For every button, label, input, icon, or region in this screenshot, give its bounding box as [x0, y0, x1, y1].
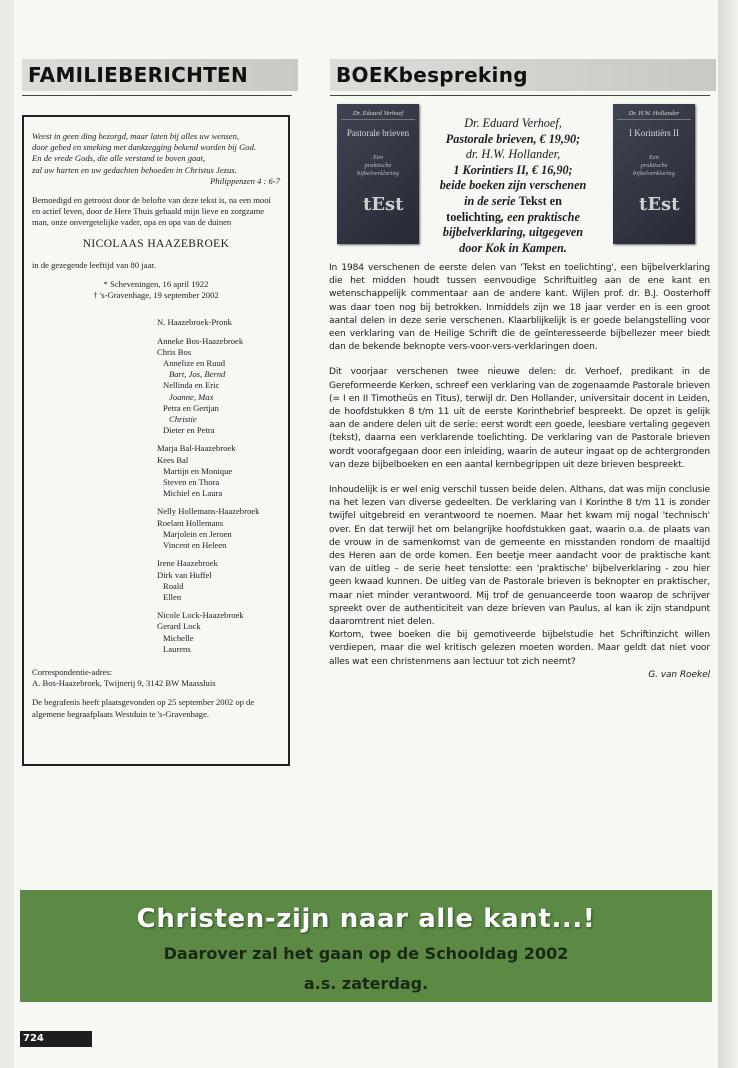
grandchild: Marjolein en Jeroen — [163, 528, 232, 539]
book-title: Pastorale brieven — [346, 128, 410, 138]
boekbespreking-heading: BOEKbespreking — [330, 59, 716, 91]
family-member: Dirk van Huffel — [157, 569, 212, 580]
family-group — [157, 506, 280, 551]
family-member: Nicole Lock-Haazebroek — [157, 610, 244, 621]
book-author: Dr. Eduard Verhoef — [341, 110, 415, 120]
book-info: Dr. Eduard Verhoef, Pastorale brieven, € 19,90; dr. H.W. Hollander, 1 Korintiers II, € 16,90; beide boeken zijn verschenen in de serie Tekst en toelichting, een praktische bijbelverklaring, uitgegeven door Kok in Kampen. — [439, 116, 587, 255]
grandchild: Michiel en Laura — [163, 488, 223, 499]
family-member: Irene Haazebroek — [157, 558, 218, 569]
family-member: Gerard Lock — [157, 621, 201, 632]
verse-line: En de vrede Gods, die alle verstand te boven gaat, — [32, 153, 206, 164]
great-grandchildren: Joanne, Max — [169, 391, 214, 402]
deceased-name: NICOLAAS HAAZEBROEK — [82, 237, 230, 250]
family-group — [157, 336, 280, 437]
family-group — [157, 610, 280, 655]
correspondence-label: Correspondentie-adres: — [32, 666, 113, 677]
family-group — [157, 558, 280, 603]
death-line: † 's-Gravenhage, 19 september 2002 — [93, 290, 219, 301]
heading-rule-left — [22, 95, 292, 96]
book-cover-pastorale — [337, 104, 419, 244]
banner-subline: Daarover zal het gaan op de Schooldag 2002 — [163, 944, 569, 963]
grandchild: Nellinda en Eric — [163, 380, 220, 391]
book-subtitle: Een praktische bijbelverklaring — [633, 154, 675, 177]
correspondence-address: A. Bos-Haazebroek, Twijnerij 9, 3142 BW Maassluis — [32, 678, 216, 689]
review-text — [329, 262, 710, 682]
notice-intro: Bemoedigd en getroost door de belofte van deze tekst is, na een mooi en actief leven, door de Here Thuis gehaald mijn lieve en zorgzame man, onze onvergetelijke vader, opa en opa van de duinen — [32, 195, 271, 228]
spouse-name: N. Haazebroek-Pronk — [157, 317, 232, 328]
family-member: Kees Bal — [157, 454, 189, 465]
family-member: Anneke Bos-Haazebroek — [157, 335, 244, 346]
family-member: Roelant Hollemans — [157, 517, 224, 528]
grandchild: Vincent en Heleen — [163, 540, 227, 551]
family-group — [157, 443, 280, 499]
family-member: Nelly Hollemans-Haazebroek — [157, 506, 260, 517]
great-grandchildren: Christie — [169, 414, 197, 425]
grandchild: Laurens — [163, 643, 191, 654]
book-title: I Korintiërs II — [629, 128, 679, 138]
verse-line: zal uw harten en uw gedachten behoeden in Christus Jezus. — [32, 164, 237, 175]
review-signature: G. van Roekel — [648, 669, 710, 680]
review-paragraph: Inhoudelijk is er wel enig verschil tussen beide delen. Althans, dat was mijn conclusie na het lezen van diverse gedeelten. De verklaring van I Korinthe 8 t/m 11 is zonder twijfel uitgebreid en verantwoord te noemen. Maar het kwam mij nogal 'technisch' over. En dat terwijl het om belangrijke hoofdstukken gaat, waarin o.a. de plaats van de vrouw in de samenkomst van de gemeente en misstanden rondom de maaltijd des Heren aan de orde komen. Een beetje meer aandacht voor de praktische kant van de uitleg – de serie heet tenslotte: een 'praktische' bijbelverklaring - zou hier geen kwaad kunnen. De uitleg van de Pastorale brieven is beknopter en praktischer, maar niet minder verantwoord. Mij trof de genuanceerde toon waarop de schrijver spreekt over de authenticiteit van deze brieven van Paulus, al kan ik zijn standpunt daaromtrent niet delen. — [329, 485, 710, 628]
grandchild: Steven en Thora — [163, 477, 220, 488]
great-grandchildren: Bart, Jos, Bernd — [169, 369, 226, 380]
birth-line: * Scheveningen, 16 april 1922 — [103, 279, 209, 290]
verse-line: door gebed en smeking met dankzegging bekend worden bij God. — [32, 142, 257, 153]
book-subtitle: Een praktische bijbelverklaring — [357, 154, 399, 177]
grandchild: Michelle — [163, 632, 194, 643]
banner-subline: a.s. zaterdag. — [303, 974, 429, 993]
review-paragraph: Dit voorjaar verschenen twee nieuwe delen: dr. Verhoef, predikant in de Gereformeerde Kerken, schreef een verklaring van de zogenaamde Pastorale brieven (= I en II Timotheüs en Titus), terwijl dr. Den Hollander, universitair docent in Leiden, de hoofdstukken 8 t/m 11 uit de eerste Korinthebrief bespreekt. De opzet is gelijk aan de andere delen uit de serie: eerst wordt een goede, leesbare vertaling gegeven (tekst), daarna een verklarende toelichting. De verklaring van de Pastorale brieven wordt voorafgegaan door een inleiding, waarin de auteur ingaat op de achtergronden van deze bijbelboeken en een aantal kernbegrippen uit deze brieven bespreekt. — [329, 367, 710, 470]
grandchild: Roald — [163, 580, 184, 591]
verse-reference: Philippenzen 4 : 6-7 — [210, 175, 280, 186]
page-number: 724 — [20, 1031, 92, 1047]
heading-rule-right — [330, 95, 710, 96]
review-paragraph: Kortom, twee boeken die bij gemotiveerde bijbelstudie het Schriftinzicht willen verdiepen, maar die wel kritisch gelezen moeten worden. Maar geldt dat niet voor alles wat een christenmens aan lectuur tot zich neemt? — [329, 630, 710, 667]
age-line: in de gezegende leeftijd van 80 jaar. — [32, 259, 156, 270]
grandchild: Annelize en Ruud — [163, 358, 226, 369]
series-logo: tEst — [363, 194, 404, 215]
family-member: Chris Bos — [157, 346, 192, 357]
grandchild: Ellen — [163, 591, 182, 602]
page-edge — [718, 0, 738, 1068]
familieberichten-heading: FAMILIEBERICHTEN — [22, 59, 298, 91]
funeral-notice: De begrafenis heeft plaatsgevonden op 25 september 2002 op de algemene begraafplaats Westduin te 's-Gravenhage. — [32, 697, 255, 719]
death-notice — [22, 115, 290, 766]
book-cover-korintiers — [613, 104, 695, 244]
verse-line: Weest in geen ding bezorgd, maar laten bij alles uw wensen, — [32, 131, 240, 141]
book-author: Dr. H.W. Hollander — [617, 110, 691, 120]
family-list — [157, 317, 280, 654]
series-logo: tEst — [639, 194, 680, 215]
grandchild: Petra en Gertjan — [163, 402, 219, 413]
banner-headline: Christen-zijn naar alle kant...! — [136, 904, 596, 934]
family-member: Marja Bal-Haazebroek — [157, 443, 236, 454]
grandchild: Dieter en Petra — [163, 425, 215, 436]
review-paragraph: In 1984 verschenen de eerste delen van 'Tekst en toelichting', een bijbelverklaring die het midden houdt tussen eenvoudige Schriftuitleg aan de ene kant en wetenschappelijk commentaar aan de andere kant. Wijlen prof. dr. B.J. Oosterhoff was daar toen nog bij betrokken. Inmiddels zijn we 18 jaar verder en is een groot aantal delen in deze serie verschenen. Klaarblijkelijk is er goede belangstelling voor een verklaring van de Heilige Schrift die de geïnteresseerde bijbellezer meer biedt dan de bekende beknopte vers-voor-vers-verklaringen doen. — [329, 263, 710, 353]
schooldag-banner — [20, 890, 712, 1002]
grandchild: Martijn en Monique — [163, 465, 233, 476]
